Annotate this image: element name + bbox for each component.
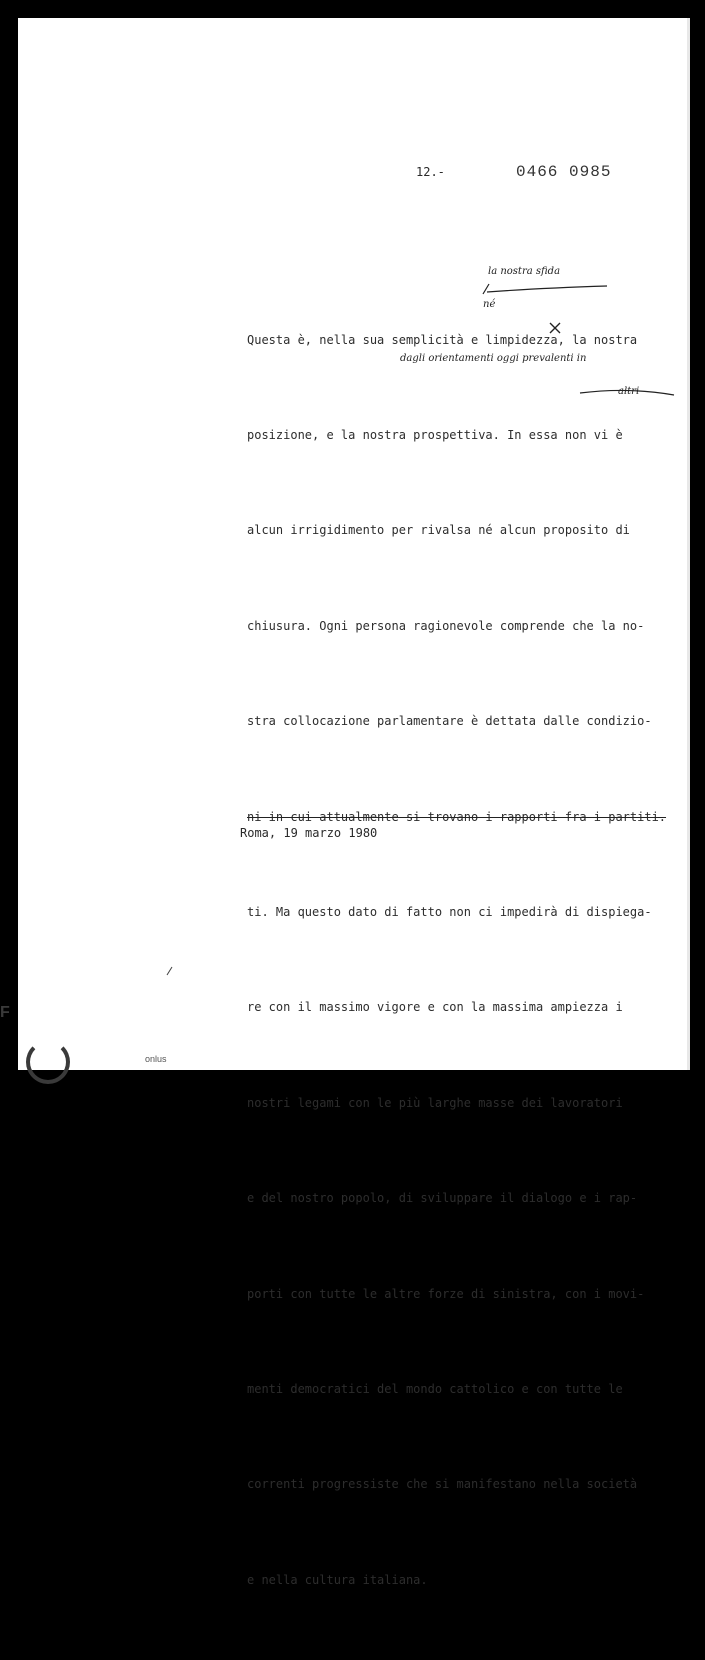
body-line: nostri legami con le più larghe masse dei lavoratori: [247, 1095, 623, 1110]
body-line: menti democratici del mondo cattolico e con tutte le: [247, 1381, 623, 1396]
handwritten-strike-mark: [578, 383, 678, 399]
body-text: [247, 261, 697, 1660]
handwritten-note: dagli orientamenti oggi prevalenti in: [400, 353, 587, 364]
body-line-struck: ni in cui attualmente si trovano i rapporti fra i partiti.: [247, 809, 667, 824]
body-line: posizione, e la nostra prospettiva. In essa non vi è: [247, 427, 623, 442]
body-line: ti. Ma questo dato di fatto non ci impedirà di dispiega-: [247, 904, 652, 919]
footer-tag: onlus: [145, 1054, 167, 1064]
stray-mark: [166, 966, 174, 976]
body-line: correnti progressiste che si manifestano nella società: [247, 1477, 638, 1492]
handwritten-underline-mark: [481, 280, 611, 298]
handwritten-note: la nostra sfida: [488, 266, 561, 277]
body-line: porti con tutte le altre forze di sinistra, con i movi-: [247, 1286, 645, 1301]
body-line: alcun irrigidimento per rivalsa né alcun proposito di: [247, 523, 630, 538]
footer-logo-icon: [26, 1040, 70, 1084]
body-line: chiusura. Ogni persona ragionevole comprende che la no-: [247, 618, 645, 633]
page-number: 12.-: [416, 165, 445, 179]
footer-logo-letter: F: [0, 1004, 10, 1021]
body-line: stra collocazione parlamentare è dettata dalle condizio-: [247, 714, 652, 729]
handwritten-cross-mark: [548, 321, 562, 335]
body-line: e del nostro popolo, di sviluppare il dialogo e i rap-: [247, 1191, 638, 1206]
body-line: re con il massimo vigore e con la massima ampiezza i: [247, 1000, 623, 1015]
document-page: [18, 18, 690, 1587]
handwritten-note: altri: [618, 386, 640, 397]
archive-number-stamp: 0466 0985: [516, 163, 612, 181]
body-line: e nella cultura italiana.: [247, 1572, 428, 1587]
dateline: Roma, 19 marzo 1980: [240, 826, 378, 840]
body-line: Questa è, nella sua semplicità e limpidezza, la nostra: [247, 332, 638, 347]
handwritten-note: né: [483, 299, 496, 310]
